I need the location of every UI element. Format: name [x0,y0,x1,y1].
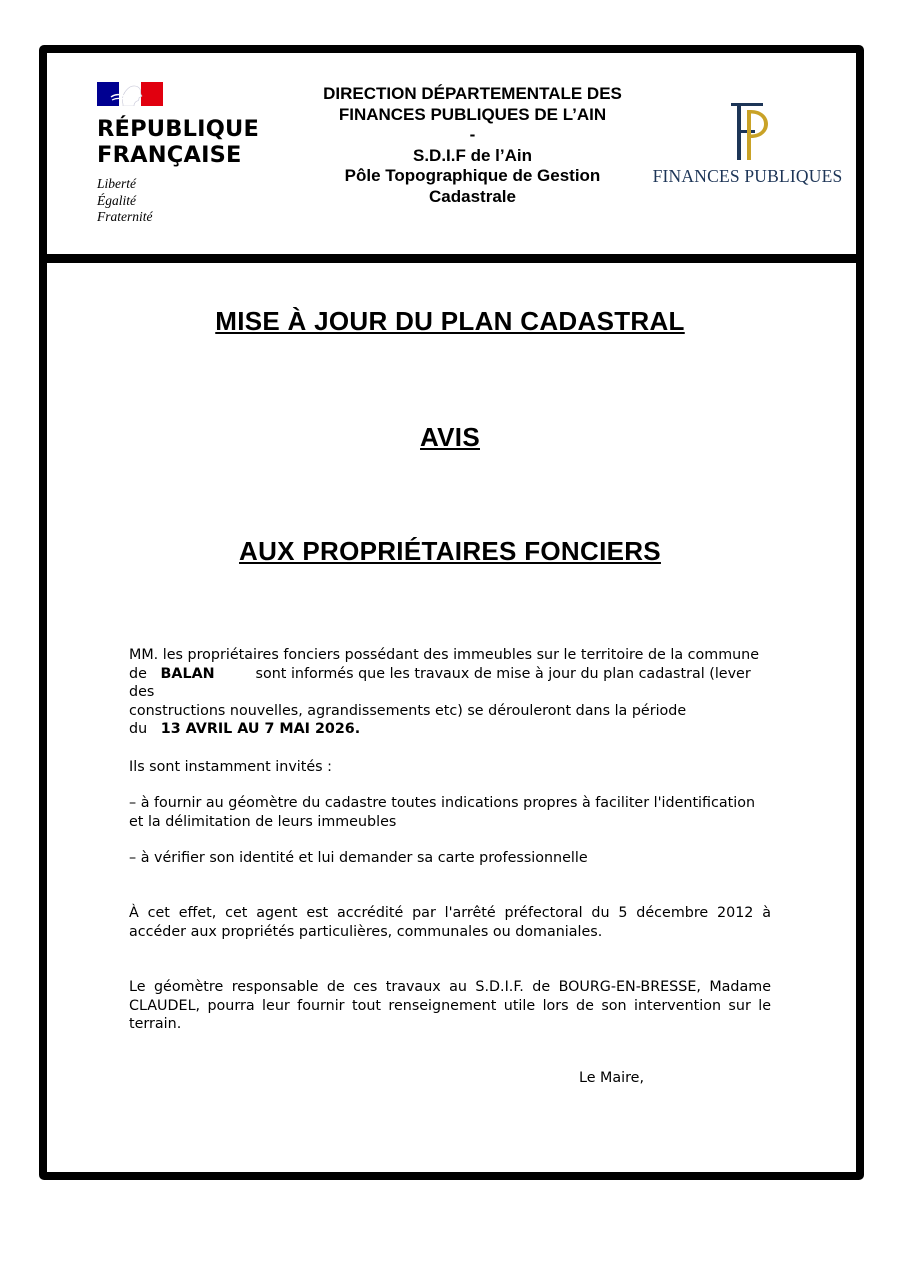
bullet-item-identity: – à vérifier son identité et lui demander sa carte professionnelle [129,850,588,866]
avis-title: AVIS [420,422,480,452]
notice-paragraph: MM. les propriétaires fonciers possédant des immeubles sur le territoire de la commune de BALAN sont informés que les travaux de mise à jour du plan cadastral (lever des constructions nouvelles, agrandissements etc) se dérouleront dans la période du 13 AVRIL AU 7 MAI 2026. [129,646,771,739]
commune-line: de BALAN sont informés que les travaux de mise à jour du plan cadastral (lever des [129,665,751,700]
motto-liberte: Liberté [97,176,136,191]
signature: Le Maire, [579,1070,645,1086]
surveyor-paragraph: Le géomètre responsable de ces travaux au S.D.I.F. de BOURG-EN-BRESSE, Madame CLAUDEL, pourra leur fournir tout renseignement utile lors de son intervention sur le terrain. [129,979,771,1032]
header-divider [39,254,864,263]
document-title: MISE À JOUR DU PLAN CADASTRAL [215,306,685,336]
republique-francaise-name: RÉPUBLIQUE FRANÇAISE [97,116,260,168]
accreditation-paragraph: À cet effet, cet agent est accrédité par l'arrêté préfectoral du 5 décembre 2012 à accéder aux propriétés particulières, communales ou domaniales. [129,905,771,940]
republique-motto [97,176,277,226]
marianne-flag-icon [97,82,163,106]
finances-publiques-logo: FINANCES PUBLIQUES [650,98,845,187]
audience-title: AUX PROPRIÉTAIRES FONCIERS [239,536,661,566]
work-period: 13 AVRIL AU 7 MAI 2026. [160,721,361,737]
period-line: du 13 AVRIL AU 7 MAI 2026. [129,721,361,737]
motto-fraternite: Fraternité [97,209,153,224]
bullet-item-identification: – à fournir au géomètre du cadastre toutes indications propres à faciliter l'identification et la délimitation de leurs immeubles [129,795,756,830]
finances-publiques-fp-icon [723,98,773,162]
invitation-intro: Ils sont instamment invités : [129,759,332,775]
republique-francaise-logo [97,82,277,226]
issuing-authority: DIRECTION DÉPARTEMENTALE DES FINANCES PUBLIQUES DE L’AIN - S.D.I.F de l’Ain Pôle Topographique de Gestion Cadastrale [323,84,622,206]
commune-name: BALAN [160,665,215,682]
motto-egalite: Égalité [97,192,136,208]
